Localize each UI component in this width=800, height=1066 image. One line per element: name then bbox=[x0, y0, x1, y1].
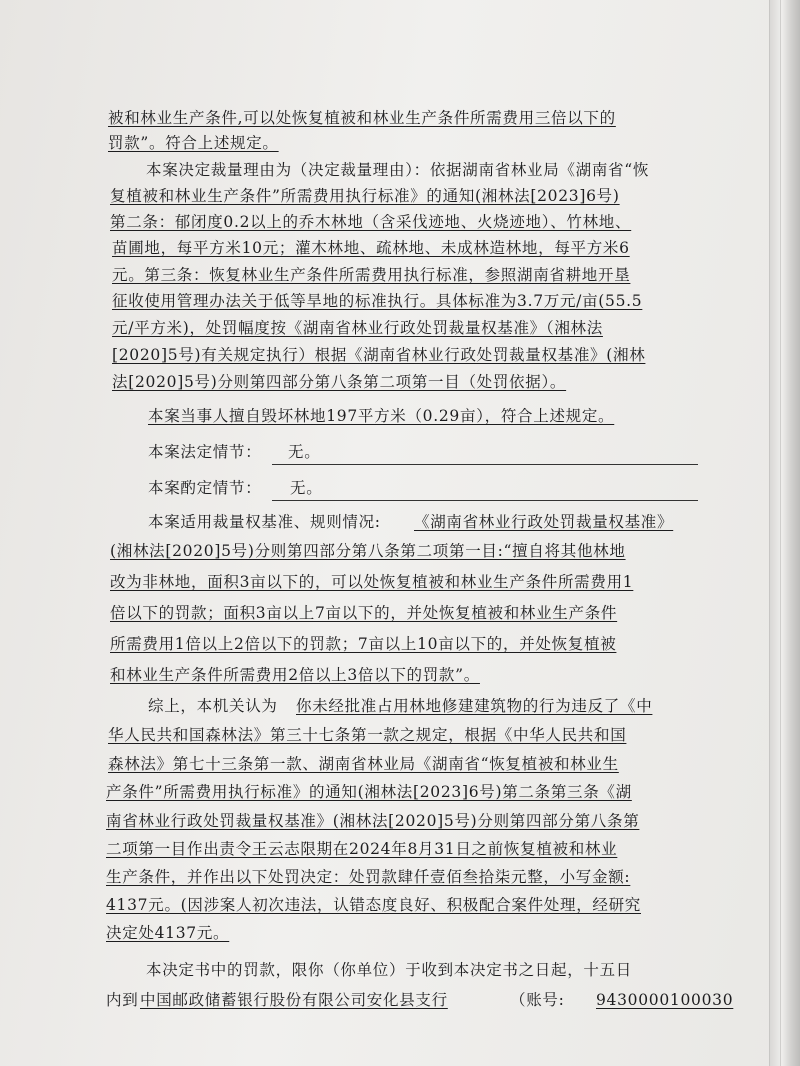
fill-in-line bbox=[272, 500, 698, 501]
text-line: 森林法》第七十三条第一款、湖南省林业局《湖南省“恢复植被和林业生 bbox=[108, 755, 619, 773]
text-line: 元/平方米)，处罚幅度按《湖南省林业行政处罚裁量权基准》（湘林法 bbox=[112, 319, 603, 337]
account-label: （账号: bbox=[510, 991, 565, 1009]
text-line: 4137元。(因涉案人初次违法，认错态度良好、积极配合案件处理，经研究 bbox=[106, 896, 641, 914]
text-line: 倍以下的罚款；面积3亩以上7亩以下的，并处恢复植被和林业生产条件 bbox=[110, 604, 618, 622]
text-line: 所需费用1倍以上2倍以下的罚款；7亩以上10亩以下的，并处恢复植被 bbox=[110, 635, 617, 653]
text-line: 南省林业行政处罚裁量权基准》(湘林法[2020]5号)分则第四部分第八条第 bbox=[106, 812, 640, 830]
account-number: 9430000100030 bbox=[596, 991, 734, 1009]
text-line: [2020]5号)有关规定执行）根据《湖南省林业行政处罚裁量权基准》(湘林 bbox=[112, 346, 646, 364]
text-line: 复植被和林业生产条件”所需费用执行标准》的通知(湘林法[2023]6号) bbox=[110, 187, 620, 205]
text-line: 苗圃地，每平方米10元；灌木林地、疏林地、未成林造林地，每平方米6 bbox=[112, 239, 630, 257]
text-line: 本案当事人擅自毁坏林地197平方米（0.29亩），符合上述规定。 bbox=[148, 407, 615, 425]
text-line: 征收使用管理办法关于低等旱地的标准执行。具体标准为3.7万元/亩(55.5 bbox=[112, 292, 643, 310]
fill-in-line bbox=[272, 464, 698, 465]
text-line: 你未经批准占用林地修建建筑物的行为违反了《中 bbox=[296, 697, 653, 715]
applicable-standard-label: 本案适用裁量权基准、规则情况: bbox=[148, 513, 381, 531]
conclusion-lead: 综上，本机关认为 bbox=[148, 697, 278, 715]
paragraph-start: 本案决定裁量理由为（决定裁量理由）：依据湖南省林业局《湖南省“恢 bbox=[146, 161, 650, 179]
text-line: 罚款”。符合上述规定。 bbox=[108, 134, 279, 152]
text-line: 被和林业生产条件,可以处恢复植被和林业生产条件所需费用三倍以下的 bbox=[108, 109, 616, 127]
applicable-standard-value: 《湖南省林业行政处罚裁量权基准》 bbox=[414, 513, 674, 531]
text-line: 华人民共和国森林法》第三十七条第一款之规定，根据《中华人民共和国 bbox=[108, 726, 627, 744]
text-line: (湘林法[2020]5号)分则第四部分第八条第二项第一目:“擅自将其他林地 bbox=[110, 542, 626, 560]
text-line: 产条件”所需费用执行标准》的通知(湘林法[2023]6号)第二条第三条《湖 bbox=[106, 783, 632, 801]
text-line: 改为非林地，面积3亩以下的，可以处恢复植被和林业生产条件所需费用1 bbox=[110, 573, 634, 591]
text-line: 法[2020]5号)分则第四部分第八条第二项第一目（处罚依据）。 bbox=[112, 373, 567, 391]
text-line: 和林业生产条件所需费用2倍以上3倍以下的罚款”。 bbox=[110, 666, 480, 684]
discretionary-circumstances-value: 无。 bbox=[290, 479, 323, 497]
text-line: 二项第一目作出责令王云志限期在2024年8月31日之前恢复植被和林业 bbox=[106, 840, 618, 858]
bank-name: 中国邮政储蓄银行股份有限公司安化县支行 bbox=[140, 991, 448, 1009]
statutory-circumstances-value: 无。 bbox=[288, 443, 321, 461]
payment-line-start: 内到 bbox=[106, 991, 139, 1009]
text-line: 元。第三条：恢复林业生产条件所需费用执行标准，参照湖南省耕地开垦 bbox=[112, 266, 631, 284]
payment-paragraph: 本决定书中的罚款，限你（你单位）于收到本决定书之日起，十五日 bbox=[146, 961, 633, 979]
statutory-circumstances-label: 本案法定情节： bbox=[148, 443, 262, 461]
text-line: 第二条：郁闭度0.2以上的乔木林地（含采伐迹地、火烧迹地）、竹林地、 bbox=[110, 213, 632, 231]
text-line: 生产条件，并作出以下处罚决定：处罚款肆仟壹佰叁拾柒元整，小写金额: bbox=[106, 868, 631, 886]
text-line: 决定处4137元。 bbox=[106, 924, 230, 942]
discretionary-circumstances-label: 本案酌定情节： bbox=[148, 479, 262, 497]
